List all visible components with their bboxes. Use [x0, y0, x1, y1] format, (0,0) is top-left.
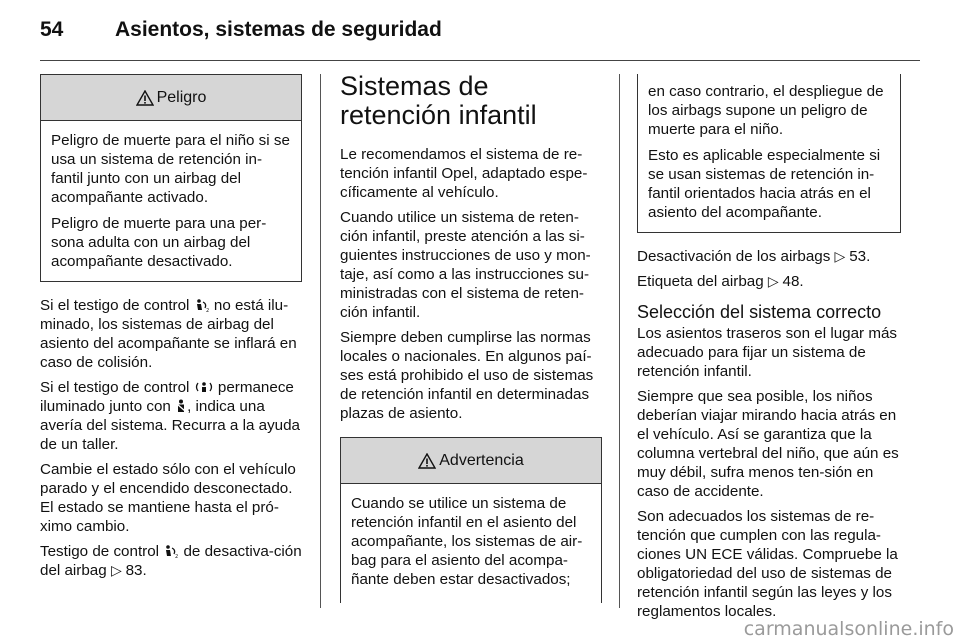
paragraph	[40, 378, 302, 454]
warning-box-title: Advertencia	[439, 452, 524, 469]
column-left	[40, 74, 302, 586]
warning-text: Cuando se utilice un sistema de retención infantil en el asiento del acompañante, los sistemas de air-bag para el asiento del acompa-ñante deben estar desactivados;	[351, 495, 583, 588]
seatbelt-icon	[175, 399, 187, 413]
column-right	[637, 74, 901, 627]
page-reference-arrow-icon: ▷	[110, 562, 126, 578]
page-reference[interactable]: 53.	[849, 248, 871, 265]
warning-box-header	[341, 438, 601, 484]
warning-box-continued	[637, 74, 901, 233]
airbag-off-icon	[194, 298, 210, 312]
warning-triangle-icon	[418, 453, 436, 469]
page-title: Asientos, sistemas de seguridad	[115, 18, 442, 41]
airbag-off-icon	[163, 544, 179, 558]
text: Desactivación de los airbags	[637, 248, 835, 265]
text: permanece iluminado junto con	[40, 379, 294, 415]
subsection-heading: Selección del sistema correcto	[637, 302, 882, 322]
column-divider	[320, 74, 321, 608]
airbag-fault-icon	[194, 380, 214, 394]
warning-box-body	[638, 74, 900, 232]
paragraph	[637, 247, 901, 266]
text: , indica una avería del sistema. Recurra a la ayuda de un taller.	[40, 398, 301, 453]
text: Si el testigo de control	[40, 297, 194, 314]
header-divider	[40, 60, 920, 61]
paragraph: Cuando utilice un sistema de reten-ción infantil, preste atención a las si-guientes instrucciones de uso y mon-taje, así como a las instrucciones su-ministradas con el sistema de reten-ción infantil.	[340, 209, 591, 321]
paragraph: Le recomendamos el sistema de re-tención infantil Opel, adaptado espe-cíficamente al vehículo.	[340, 146, 588, 201]
svg-text:2: 2	[175, 554, 179, 558]
warning-box-body	[341, 484, 601, 603]
warning-text: Esto es aplicable especialmente si se usan sistemas de retención in-fantil orientados hacia atrás en el asiento del acompañante.	[648, 147, 881, 221]
warning-text: en caso contrario, el despliegue de los airbags supone un peligro de muerte para el niño.	[648, 83, 884, 138]
page-reference-arrow-icon: ▷	[767, 273, 783, 289]
warning-triangle-icon	[136, 90, 154, 106]
text: Testigo de control	[40, 543, 164, 560]
danger-box	[40, 74, 302, 282]
paragraph	[40, 296, 302, 372]
paragraph	[637, 272, 901, 291]
paragraph	[40, 542, 302, 580]
paragraph: Son adecuados los sistemas de re-tención que cumplen con las regula-ciones UN ECE válidas. Compruebe la obligatoriedad del uso de sistemas de retención infantil según las leyes y los reglamentos locales.	[637, 508, 898, 620]
text: no está ilu-minado, los sistemas de airbag del asiento del acompañante se inflará en caso de colisión.	[40, 297, 297, 371]
warning-box	[340, 437, 602, 603]
paragraph: Siempre deben cumplirse las normas locales o nacionales. En algunos paí-ses está prohibido el uso de sistemas de retención infantil en determinadas plazas de asiento.	[340, 329, 594, 422]
column-divider	[619, 74, 620, 608]
column-middle	[340, 71, 602, 603]
text: de desactiva-ción del airbag	[40, 543, 302, 579]
svg-text:2: 2	[205, 308, 209, 312]
page-header	[40, 10, 920, 54]
page-reference-arrow-icon: ▷	[834, 248, 850, 264]
page-number: 54	[40, 18, 64, 41]
watermark: carmanualsonline.info	[743, 618, 954, 640]
danger-box-title: Peligro	[156, 89, 207, 106]
danger-text: Peligro de muerte para una per-sona adulta con un airbag del acompañante desactivado.	[51, 215, 267, 270]
danger-text: Peligro de muerte para el niño si se usa un sistema de retención in-fantil junto con un airbag del acompañante activado.	[51, 132, 290, 206]
page-reference[interactable]: 83.	[125, 562, 147, 579]
text: Si el testigo de control	[40, 379, 194, 396]
danger-box-header	[41, 75, 301, 121]
paragraph: Siempre que sea posible, los niños deberían viajar mirando hacia atrás en el vehículo. Así se garantiza que la columna vertebral del niño, que aún es muy débil, sufra menos ten-sión en caso de accidente.	[637, 388, 899, 500]
page-reference[interactable]: 48.	[782, 273, 804, 290]
danger-box-body	[41, 121, 301, 281]
section-heading: Sistemas de retención infantil	[340, 71, 537, 130]
paragraph: Cambie el estado sólo con el vehículo parado y el encendido desconectado. El estado se mantiene hasta el pró-ximo cambio.	[40, 461, 296, 535]
paragraph: Los asientos traseros son el lugar más adecuado para fijar un sistema de retención infantil.	[637, 325, 898, 380]
text: Etiqueta del airbag	[637, 273, 768, 290]
